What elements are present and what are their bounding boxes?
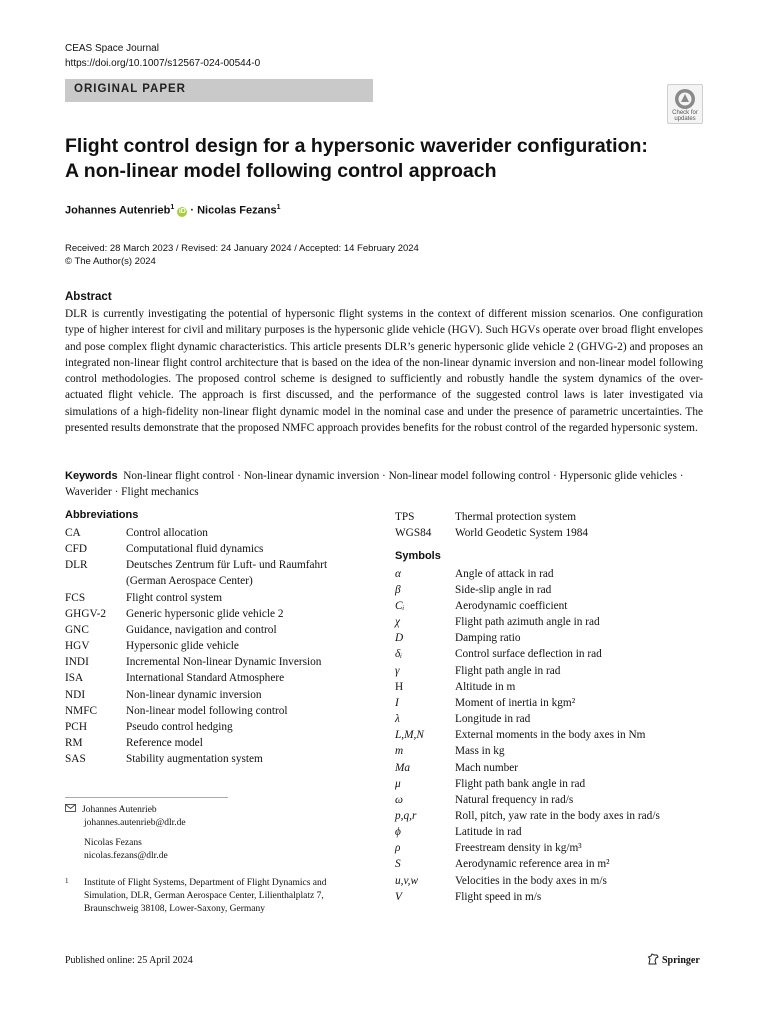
check-updates-line2: updates	[674, 116, 696, 122]
abbreviations-heading: Abbreviations	[65, 509, 139, 521]
received-dates: Received: 28 March 2023 / Revised: 24 January 2024 / Accepted: 14 February 2024	[65, 243, 419, 254]
symbol-key: ω	[395, 794, 403, 806]
symbol-key: p,q,r	[395, 810, 417, 822]
published-online: Published online: 25 April 2024	[65, 955, 193, 966]
affiliation	[65, 877, 365, 916]
author-1[interactable]: Johannes Autenrieb	[65, 204, 171, 217]
check-updates-icon	[674, 88, 696, 110]
contact-email-2[interactable]: nicolas.fezans@dlr.de	[84, 851, 168, 861]
abbrev-key: CFD	[65, 543, 87, 555]
article-history	[65, 242, 419, 268]
symbol-value: Roll, pitch, yaw rate in the body axes in rad/s	[455, 810, 660, 822]
abbrev-value: Control allocation	[126, 527, 208, 539]
abbrev-value: Non-linear dynamic inversion	[126, 689, 262, 701]
orcid-icon[interactable]: iD	[178, 207, 186, 215]
symbol-value: Mach number	[455, 762, 519, 774]
symbol-key: u,v,w	[395, 875, 419, 887]
abbrev-key: CA	[65, 527, 81, 539]
symbol-key: γ	[395, 665, 400, 677]
symbol-value: Flight path angle in rad	[455, 665, 561, 677]
symbol-key: μ	[395, 778, 401, 790]
symbol-value: Longitude in rad	[455, 713, 531, 725]
abbrev-value: Hypersonic glide vehicle	[126, 640, 239, 652]
publisher-logo[interactable]	[647, 953, 700, 966]
abbrev-value: International Standard Atmosphere	[126, 672, 285, 684]
symbol-key: L,M,N	[395, 729, 424, 741]
abbrev-key: ISA	[65, 672, 84, 684]
abbrev-key: SAS	[65, 753, 86, 765]
symbol-key: m	[395, 745, 404, 757]
symbol-key: H	[395, 681, 404, 693]
abbrev-value: Thermal protection system	[455, 511, 577, 523]
symbol-value: Flight speed in m/s	[455, 891, 542, 903]
symbol-value: Aerodynamic reference area in m²	[455, 858, 610, 870]
symbol-key: α	[395, 568, 401, 580]
abstract-heading: Abstract	[65, 291, 112, 303]
paper-title	[65, 134, 685, 184]
symbol-key: S	[395, 858, 401, 870]
affiliation-number: 1	[65, 877, 69, 885]
abbrev-key: TPS	[395, 511, 415, 523]
keywords-text: Non-linear flight control · Non-linear dynamic inversion · Non-linear model following control · Hypersonic glide vehicles · Waverider · Flight mechanics	[65, 470, 684, 498]
abbrev-key: GNC	[65, 624, 89, 636]
symbol-value: Side-slip angle in rad	[455, 584, 552, 596]
contact-name-2: Nicolas Fezans	[84, 838, 142, 848]
journal-name: CEAS Space Journal	[65, 43, 159, 54]
abbrev-value: (German Aerospace Center)	[126, 575, 253, 587]
author-1-affil: 1	[170, 204, 175, 211]
abbrev-key: INDI	[65, 656, 89, 668]
symbol-value: Freestream density in kg/m³	[455, 842, 582, 854]
corresponding-author	[65, 804, 186, 863]
abbrev-value: Incremental Non-linear Dynamic Inversion	[126, 656, 322, 668]
symbol-key: χ	[395, 616, 400, 628]
abbrev-value: Pseudo control hedging	[126, 721, 233, 733]
symbol-value: Moment of inertia in kgm²	[455, 697, 576, 709]
contact-email-1[interactable]: johannes.autenrieb@dlr.de	[84, 818, 186, 828]
symbol-value: External moments in the body axes in Nm	[455, 729, 646, 741]
abbrev-key: GHGV-2	[65, 608, 107, 620]
publisher-name: Springer	[662, 955, 700, 966]
abbrev-key: HGV	[65, 640, 90, 652]
symbol-key: D	[395, 632, 404, 644]
symbol-value: Altitude in m	[455, 681, 516, 693]
symbol-key: λ	[395, 713, 400, 725]
symbol-value: Latitude in rad	[455, 826, 522, 838]
symbol-value: Flight path azimuth angle in rad	[455, 616, 600, 628]
abbrev-key: RM	[65, 737, 83, 749]
abbrev-value: Non-linear model following control	[126, 705, 288, 717]
author-2[interactable]: Nicolas Fezans	[197, 204, 277, 217]
footnote-divider	[65, 797, 228, 798]
abbrev-key: FCS	[65, 592, 86, 604]
article-type-label: ORIGINAL PAPER	[74, 83, 186, 95]
abbrev-key: PCH	[65, 721, 87, 733]
symbol-key: Ma	[395, 762, 411, 774]
symbol-key: δᵢ	[395, 648, 403, 660]
abbrev-value: Guidance, navigation and control	[126, 624, 277, 636]
symbol-value: Aerodynamic coefficient	[455, 600, 568, 612]
journal-info	[65, 41, 260, 71]
copyright: © The Author(s) 2024	[65, 256, 156, 267]
symbol-value: Flight path bank angle in rad	[455, 778, 586, 790]
doi-link[interactable]: https://doi.org/10.1007/s12567-024-00544-0	[65, 58, 261, 69]
abbrev-value: Flight control system	[126, 592, 223, 604]
title-line-1: Flight control design for a hypersonic waverider configuration:	[65, 135, 648, 157]
abbrev-key: DLR	[65, 559, 88, 571]
abbrev-key: NDI	[65, 689, 86, 701]
symbol-key: β	[395, 584, 401, 596]
contact-name-1: Johannes Autenrieb	[82, 805, 157, 815]
symbol-value: Angle of attack in rad	[455, 568, 554, 580]
symbol-value: Damping ratio	[455, 632, 521, 644]
author-separator: ·	[187, 204, 198, 217]
keywords-label: Keywords	[65, 470, 118, 482]
check-for-updates-badge[interactable]	[667, 84, 703, 124]
abbrev-value: Computational fluid dynamics	[126, 543, 264, 555]
symbol-key: ϕ	[395, 826, 401, 838]
symbol-key: Cᵢ	[395, 600, 405, 612]
check-updates-line1: Check for	[672, 110, 698, 116]
symbol-key: ρ	[395, 842, 401, 854]
abbrev-value: Deutsches Zentrum für Luft- und Raumfahrt	[126, 559, 328, 571]
abbrev-value: Stability augmentation system	[126, 753, 263, 765]
keywords	[65, 468, 705, 500]
abbrev-value: World Geodetic System 1984	[455, 527, 589, 539]
symbol-value: Mass in kg	[455, 745, 505, 757]
symbol-key: V	[395, 891, 402, 903]
title-line-2: A non-linear model following control approach	[65, 160, 497, 182]
abbrev-key: WGS84	[395, 527, 432, 539]
abbrev-key: NMFC	[65, 705, 98, 717]
author-list	[65, 204, 280, 217]
article-type-banner	[65, 79, 373, 102]
abstract-text: DLR is currently investigating the potential of hypersonic flight systems in the context of different mission scenarios. One configuration type of higher interest for civil and military purposes is the hypersonic glide vehicle (HGV). Such HGVs operate over broad flight envelopes and pose complex flight dynamic characteristics. This article presents DLR’s generic hypersonic glide vehicle 2 (GHVG-2) and proposes an integrated non-linear flight control architecture that is based on the idea of the non-linear dynamic inversion and non-linear model following control methodologies. The proposed control scheme is designed to sufficiently and robustly handle the system dynamics of the over-actuated flight vehicle. The approach is first discussed, and the performance of the suggested control laws is later investigated via simulations of a high-fidelity non-linear flight dynamic model in the nominal case and under the presence of parametric uncertainties. The presented results demonstrate that the proposed NMFC approach provides benefits for the robust control of the regarded hypersonic system.	[65, 308, 703, 435]
abbrev-value: Reference model	[126, 737, 203, 749]
symbol-key: I	[395, 697, 399, 709]
symbol-value: Control surface deflection in rad	[455, 648, 602, 660]
abbrev-value: Generic hypersonic glide vehicle 2	[126, 608, 284, 620]
affiliation-text: Institute of Flight Systems, Department of Flight Dynamics and Simulation, DLR, German Aerospace Center, Lilienthalplatz 7, Braunschweig 38108, Lower-Saxony, Germany	[84, 878, 327, 914]
symbol-value: Velocities in the body axes in m/s	[455, 875, 607, 887]
springer-horse-icon	[647, 953, 659, 965]
symbols-heading: Symbols	[395, 550, 441, 562]
envelope-icon	[65, 804, 76, 812]
author-2-affil: 1	[276, 204, 281, 211]
symbol-value: Natural frequency in rad/s	[455, 794, 574, 806]
